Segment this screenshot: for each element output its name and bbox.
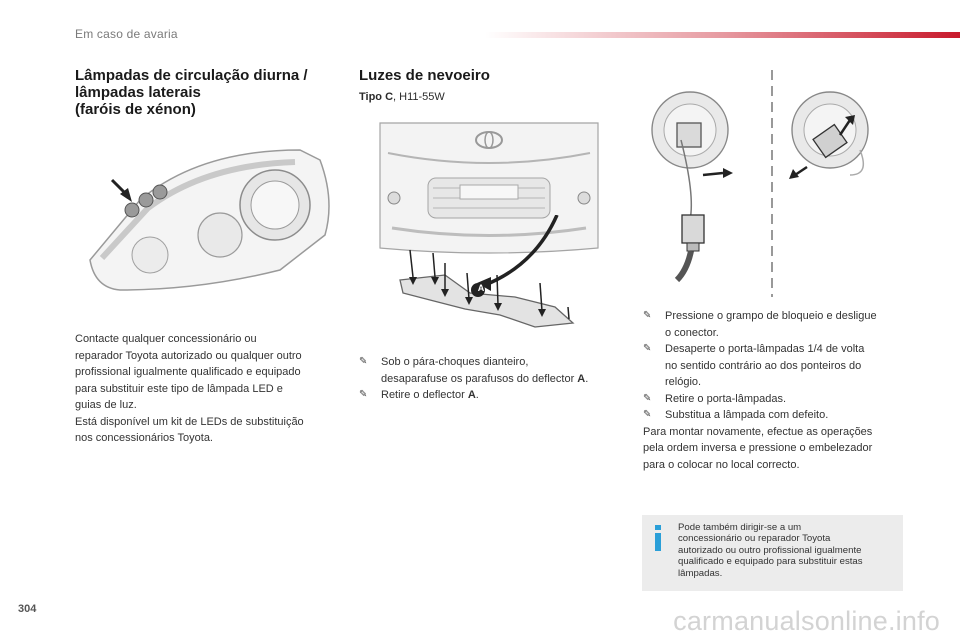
page-number: 304 bbox=[18, 603, 37, 615]
text-line: nos concessionários Toyota. bbox=[75, 432, 213, 444]
bulb-type bbox=[359, 91, 445, 103]
text-line: lâmpadas. bbox=[678, 567, 723, 579]
text-line: Para montar novamente, efectue as operações bbox=[643, 425, 873, 438]
text-line: Substitua a lâmpada com defeito. bbox=[665, 409, 829, 421]
text-line: Pressione o grampo de bloqueio e desligue bbox=[665, 310, 877, 322]
text-line: reparador Toyota autorizado ou qualquer outro bbox=[75, 349, 302, 362]
bullet-arrow-icon: ✎ bbox=[643, 343, 652, 354]
text-line bbox=[381, 371, 624, 388]
text-line: pela ordem inversa e pressione o embelezador bbox=[643, 442, 873, 454]
deflector-illustration bbox=[385, 215, 585, 330]
bullet-arrow-icon: ✎ bbox=[359, 356, 368, 367]
text-line: o conector. bbox=[665, 326, 719, 339]
deflector-label: A bbox=[477, 283, 485, 293]
bulb-type-value: , H11-55W bbox=[393, 91, 445, 103]
text-line: relógio. bbox=[665, 376, 702, 388]
text-line: profissional igualmente qualificado e equipado bbox=[75, 366, 301, 378]
text-run-bold: A bbox=[577, 372, 586, 385]
text-line: Sob o pára-choques dianteiro, bbox=[381, 356, 529, 368]
title-line: (faróis de xénon) bbox=[75, 101, 196, 118]
info-icon bbox=[654, 525, 662, 551]
title-line: lâmpadas laterais bbox=[75, 84, 201, 101]
fog-lamp-illustration bbox=[645, 65, 905, 300]
text-line: Desaperte o porta-lâmpadas 1/4 de volta bbox=[665, 343, 865, 355]
text-run: . bbox=[475, 389, 479, 401]
bulb-type-label: Tipo C bbox=[359, 91, 394, 103]
text-line: concessionário ou reparador Toyota bbox=[678, 533, 831, 545]
text-line: guias de luz. bbox=[75, 399, 137, 411]
list-item bbox=[643, 308, 908, 341]
text-run: desaparafuse os parafusos do deflector bbox=[381, 372, 578, 385]
info-box bbox=[642, 515, 903, 591]
text-run: . bbox=[585, 372, 589, 385]
chapter-title: Em caso de avaria bbox=[75, 27, 178, 41]
bullet-arrow-icon: ✎ bbox=[643, 409, 652, 420]
bullet-arrow-icon: ✎ bbox=[359, 389, 368, 400]
text-line: Contacte qualquer concessionário ou bbox=[75, 333, 257, 345]
chapter-accent-bar bbox=[485, 32, 960, 38]
list-item bbox=[359, 387, 624, 404]
text-line: Pode também dirigir-se a um bbox=[678, 522, 802, 533]
title-line: Lâmpadas de circulação diurna / bbox=[75, 67, 308, 84]
text-run: Retire o deflector bbox=[381, 389, 468, 401]
list-item bbox=[359, 354, 624, 387]
text-line: para o colocar no local correcto. bbox=[643, 458, 800, 471]
text-line: no sentido contrário ao dos ponteiros do bbox=[665, 359, 862, 372]
text-line: autorizado ou outro profissional igualmente bbox=[678, 544, 862, 556]
list-item bbox=[643, 341, 908, 391]
text-line: qualificado e equipado para substituir estas bbox=[678, 556, 863, 568]
bullet-arrow-icon: ✎ bbox=[643, 310, 652, 321]
section-title-drl bbox=[75, 67, 308, 118]
text-line: para substituir este tipo de lâmpada LED e bbox=[75, 382, 283, 395]
headlamp-illustration bbox=[80, 140, 350, 300]
text-line bbox=[381, 387, 624, 404]
info-text bbox=[678, 522, 900, 579]
text-run-bold: A bbox=[467, 389, 476, 401]
fog-lamp-steps bbox=[643, 308, 908, 473]
text-line: Está disponível um kit de LEDs de substituição bbox=[75, 415, 304, 428]
fog-steps-list bbox=[359, 354, 624, 404]
watermark: carmanualsonline.info bbox=[673, 606, 940, 636]
bullet-arrow-icon: ✎ bbox=[643, 392, 652, 404]
drl-paragraph bbox=[75, 331, 345, 447]
list-item bbox=[643, 391, 908, 408]
text-line: Retire o porta-lâmpadas. bbox=[665, 392, 787, 405]
section-title-fog: Luzes de nevoeiro bbox=[359, 67, 490, 84]
list-item bbox=[643, 407, 908, 424]
